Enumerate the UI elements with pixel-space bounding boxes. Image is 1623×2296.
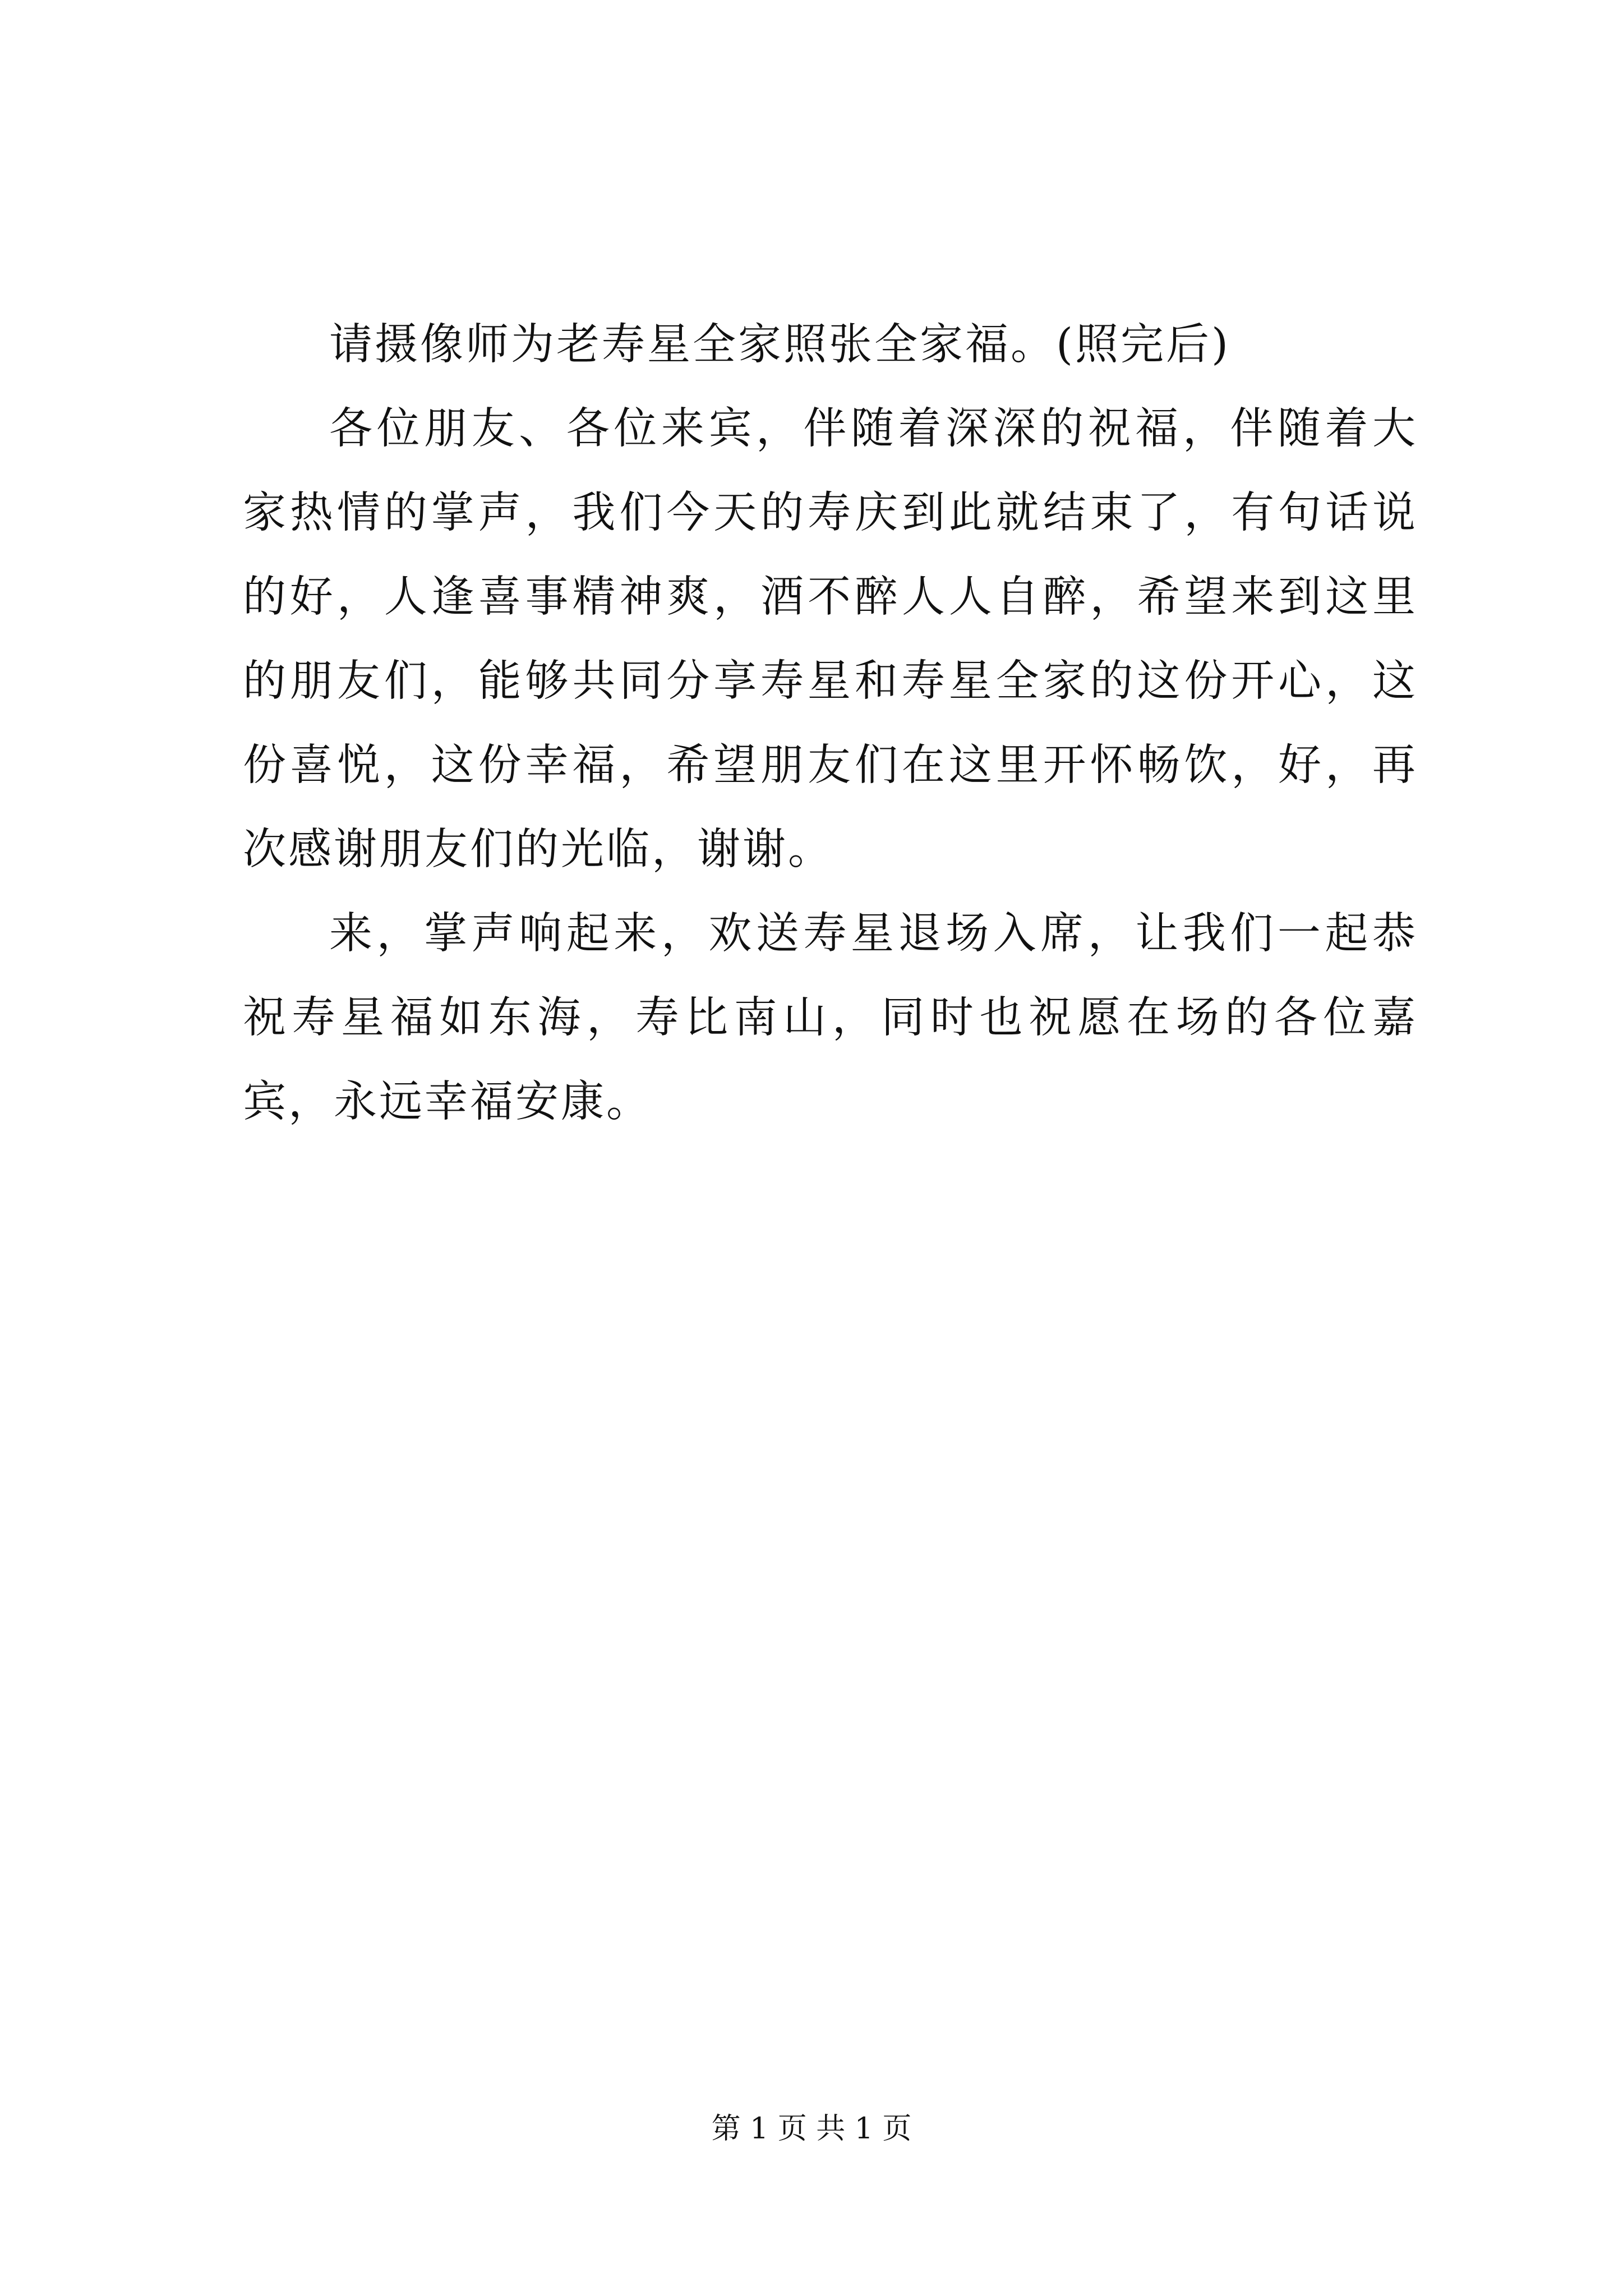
paragraph-farewell-blessing: 来，掌声响起来，欢送寿星退场入席，让我们一起恭祝寿星福如东海，寿比南山，同时也祝愿在场的各位嘉宾，永远幸福安康。 <box>243 909 1418 1127</box>
paragraph-closing-thanks: 各位朋友、各位来宾，伴随着深深的祝福，伴随着大家热情的掌声，我们今天的寿庆到此就结束了，有句话说的好，人逢喜事精神爽，酒不醉人人自醉，希望来到这里的朋友们，能够共同分享寿星和寿星全家的这份开心，这份喜悦，这份幸福，希望朋友们在这里开怀畅饮，好，再次感谢朋友们的光临，谢谢。 <box>243 404 1418 875</box>
document-body <box>243 303 1418 1144</box>
paragraph-photo-instruction: 请摄像师为老寿星全家照张全家福。(照完后) <box>329 320 1231 370</box>
page-number: 第 1 页 共 1 页 <box>711 2112 912 2146</box>
page-footer <box>0 2109 1623 2148</box>
